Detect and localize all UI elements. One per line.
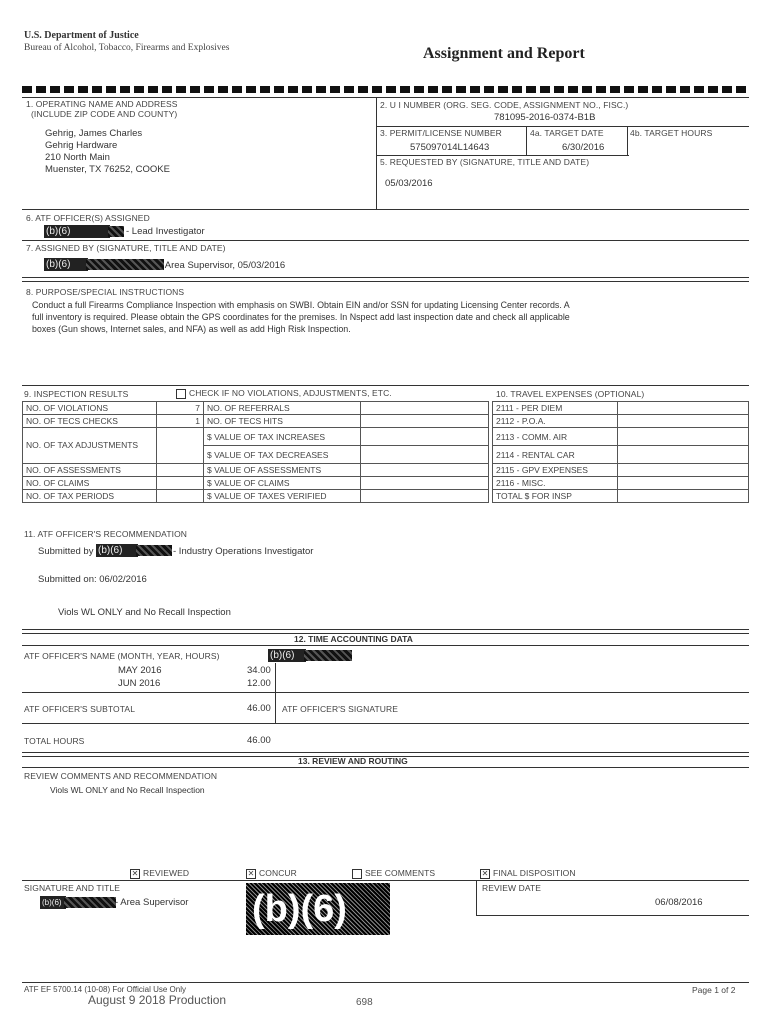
row-label: NO. OF TECS CHECKS — [23, 415, 157, 428]
officer-signature-label: ATF OFFICER'S SIGNATURE — [282, 704, 398, 714]
reviewed-checkbox[interactable]: ✕ — [131, 868, 139, 878]
see-comments-checkbox[interactable] — [352, 869, 362, 879]
no-violations-checkbox-row — [176, 388, 392, 399]
table-row — [493, 415, 749, 428]
assigned-by-label: 7. ASSIGNED BY (SIGNATURE, TITLE AND DATE) — [26, 243, 226, 253]
business-name: Gehrig Hardware — [45, 140, 118, 151]
row-label: NO. OF VIOLATIONS — [23, 402, 157, 415]
form-title: Assignment and Report — [423, 45, 585, 62]
expense-label: 2112 - P.O.A. — [493, 415, 618, 428]
table-row — [23, 477, 489, 490]
submitted-on: Submitted on: 06/02/2016 — [38, 574, 147, 585]
review-date-value: 06/08/2016 — [655, 897, 703, 908]
row-value — [361, 415, 489, 428]
redaction-pattern — [304, 650, 352, 661]
table-row — [23, 415, 489, 428]
redaction-pattern — [136, 545, 172, 556]
redaction-pattern — [108, 226, 124, 237]
bates-page-number: 698 — [356, 997, 373, 1008]
table-row — [493, 464, 749, 477]
row-label: $ VALUE OF TAXES VERIFIED — [204, 490, 361, 503]
row-label: $ VALUE OF CLAIMS — [204, 477, 361, 490]
recommendation-note: Viols WL ONLY and No Recall Inspection — [58, 607, 231, 618]
review-routing-title: 13. REVIEW AND ROUTING — [298, 756, 408, 766]
travel-expenses-table — [492, 401, 749, 503]
no-violations-label: CHECK IF NO VIOLATIONS, ADJUSTMENTS, ETC. — [189, 388, 392, 398]
expense-label: TOTAL $ FOR INSP — [493, 490, 618, 503]
row-label: NO. OF REFERRALS — [204, 402, 361, 415]
production-stamp: August 9 2018 Production — [88, 993, 227, 1007]
reviewer-title: - Area Supervisor — [115, 897, 189, 908]
permit-number-value: 575097014L14643 — [410, 142, 490, 153]
table-row — [493, 477, 749, 490]
expense-value — [618, 402, 749, 415]
row-label: NO. OF TAX ADJUSTMENTS — [23, 428, 157, 464]
row-label: NO. OF ASSESSMENTS — [23, 464, 157, 477]
row-value — [361, 490, 489, 503]
review-comments: Viols WL ONLY and No Recall Inspection — [50, 785, 205, 795]
redaction-pattern — [64, 897, 116, 908]
expense-label: 2114 - RENTAL CAR — [493, 446, 618, 464]
travel-expenses-label: 10. TRAVEL EXPENSES (OPTIONAL) — [496, 389, 645, 399]
inspection-results-label: 9. INSPECTION RESULTS — [24, 389, 129, 399]
instruction-line: full inventory is required. Please obtain the GPS coordinates for the premises. In Nspect add last inspection date and check all applicable — [32, 312, 570, 322]
time-period: MAY 2016 — [118, 665, 162, 676]
review-date-label: REVIEW DATE — [482, 883, 542, 893]
time-hours: 34.00 — [247, 665, 271, 676]
review-comments-label: REVIEW COMMENTS AND RECOMMENDATION — [24, 771, 218, 781]
ui-number-label: 2. U I NUMBER (ORG. SEG. CODE, ASSIGNMENT NO., FISC.) — [380, 100, 629, 110]
expense-label: 2116 - MISC. — [493, 477, 618, 490]
city-state-zip: Muenster, TX 76252, COOKE — [45, 164, 170, 175]
redaction-pattern — [86, 259, 164, 270]
form-number: ATF EF 5700.14 (10-08) For Official Use Only — [24, 985, 186, 994]
total-hours-label: TOTAL HOURS — [24, 736, 85, 746]
purpose-label: 8. PURPOSE/SPECIAL INSTRUCTIONS — [26, 287, 185, 297]
table-row — [23, 490, 489, 503]
concur-checkbox[interactable]: ✕ — [247, 868, 255, 878]
recommendation-label: 11. ATF OFFICER'S RECOMMENDATION — [24, 529, 188, 539]
table-row — [493, 490, 749, 503]
redaction-box: (b)(6) — [44, 258, 88, 271]
row-value — [157, 464, 204, 477]
row-label: NO. OF TAX PERIODS — [23, 490, 157, 503]
signature-title-label: SIGNATURE AND TITLE — [24, 883, 121, 893]
row-value — [361, 464, 489, 477]
final-disposition-checkbox[interactable]: ✕ — [481, 868, 489, 878]
row-value: 1 — [157, 415, 204, 428]
no-violations-checkbox[interactable] — [176, 389, 186, 399]
licensee-name: Gehrig, James Charles — [45, 128, 143, 139]
submitted-by-label: Submitted by — [38, 546, 94, 557]
row-label: NO. OF TECS HITS — [204, 415, 361, 428]
officer-name-label: ATF OFFICER'S NAME (MONTH, YEAR, HOURS) — [24, 651, 220, 661]
instruction-line: boxes (Gun shows, Internet sales, and NFA) as well as add High Risk Inspection. — [32, 324, 351, 334]
operating-name-sublabel: (INCLUDE ZIP CODE AND COUNTY) — [31, 109, 178, 119]
bureau-name: Bureau of Alcohol, Tobacco, Firearms and Explosives — [24, 43, 230, 53]
row-value — [361, 402, 489, 415]
see-comments-option — [352, 868, 435, 879]
expense-value — [618, 415, 749, 428]
redaction-box: (b)(6) — [40, 896, 66, 909]
subtotal-value: 46.00 — [247, 703, 271, 714]
page-indicator: Page 1 of 2 — [692, 985, 736, 995]
concur-label: CONCUR — [259, 868, 297, 878]
row-value — [361, 477, 489, 490]
total-hours-value: 46.00 — [247, 735, 271, 746]
time-hours: 12.00 — [247, 678, 271, 689]
row-label: $ VALUE OF TAX DECREASES — [204, 446, 361, 464]
expense-label: 2111 - PER DIEM — [493, 402, 618, 415]
submitter-role: - Industry Operations Investigator — [173, 546, 314, 557]
row-value — [361, 446, 489, 464]
table-row — [493, 446, 749, 464]
row-label: $ VALUE OF TAX INCREASES — [204, 428, 361, 446]
target-date-label: 4a. TARGET DATE — [530, 128, 604, 138]
requested-by-label: 5. REQUESTED BY (SIGNATURE, TITLE AND DATE) — [380, 157, 590, 167]
row-value: 7 — [157, 402, 204, 415]
row-label: $ VALUE OF ASSESSMENTS — [204, 464, 361, 477]
header-divider — [22, 86, 749, 93]
row-label: NO. OF CLAIMS — [23, 477, 157, 490]
department-name: U.S. Department of Justice — [24, 30, 139, 41]
requested-date: 05/03/2016 — [385, 178, 433, 189]
operating-name-label: 1. OPERATING NAME AND ADDRESS — [26, 99, 178, 109]
time-period: JUN 2016 — [118, 678, 161, 689]
row-value — [157, 428, 204, 464]
permit-number-label: 3. PERMIT/LICENSE NUMBER — [380, 128, 502, 138]
expense-label: 2113 - COMM. AIR — [493, 428, 618, 446]
street-address: 210 North Main — [45, 152, 110, 163]
operating-address — [45, 128, 170, 176]
expense-value — [618, 477, 749, 490]
concur-option — [246, 868, 297, 879]
time-accounting-title: 12. TIME ACCOUNTING DATA — [294, 634, 413, 644]
reviewed-label: REVIEWED — [143, 868, 190, 878]
expense-value — [618, 446, 749, 464]
target-hours-label: 4b. TARGET HOURS — [630, 128, 713, 138]
expense-value — [618, 428, 749, 446]
table-row — [493, 428, 749, 446]
row-value — [157, 490, 204, 503]
expense-value — [618, 490, 749, 503]
large-redaction-code: (b)(6) — [252, 888, 347, 930]
target-date-value: 6/30/2016 — [562, 142, 605, 153]
ui-number-value: 781095-2016-0374-B1B — [494, 112, 596, 123]
redaction-box: (b)(6) — [44, 225, 110, 238]
final-disposition-option — [480, 868, 576, 879]
reviewed-option — [130, 868, 189, 879]
assigned-by-value: , Area Supervisor, 05/03/2016 — [160, 260, 286, 271]
inspection-results-table — [22, 401, 489, 503]
instruction-line: Conduct a full Firearms Compliance Inspection with emphasis on SWBI. Obtain EIN and/or SSN for updating Licensing Center records. A — [32, 300, 570, 310]
expense-label: 2115 - GPV EXPENSES — [493, 464, 618, 477]
table-row — [23, 428, 489, 446]
table-row — [23, 402, 489, 415]
expense-value — [618, 464, 749, 477]
subtotal-label: ATF OFFICER'S SUBTOTAL — [24, 704, 136, 714]
table-row — [23, 464, 489, 477]
purpose-instructions — [32, 299, 570, 335]
table-row — [493, 402, 749, 415]
see-comments-label: SEE COMMENTS — [365, 868, 436, 878]
final-disposition-label: FINAL DISPOSITION — [493, 868, 576, 878]
officers-assigned-label: 6. ATF OFFICER(S) ASSIGNED — [26, 213, 150, 223]
redaction-box: (b)(6) — [268, 649, 306, 662]
row-value — [157, 477, 204, 490]
lead-investigator-role: - Lead Investigator — [126, 226, 205, 237]
row-value — [361, 428, 489, 446]
redaction-box: (b)(6) — [96, 544, 138, 557]
